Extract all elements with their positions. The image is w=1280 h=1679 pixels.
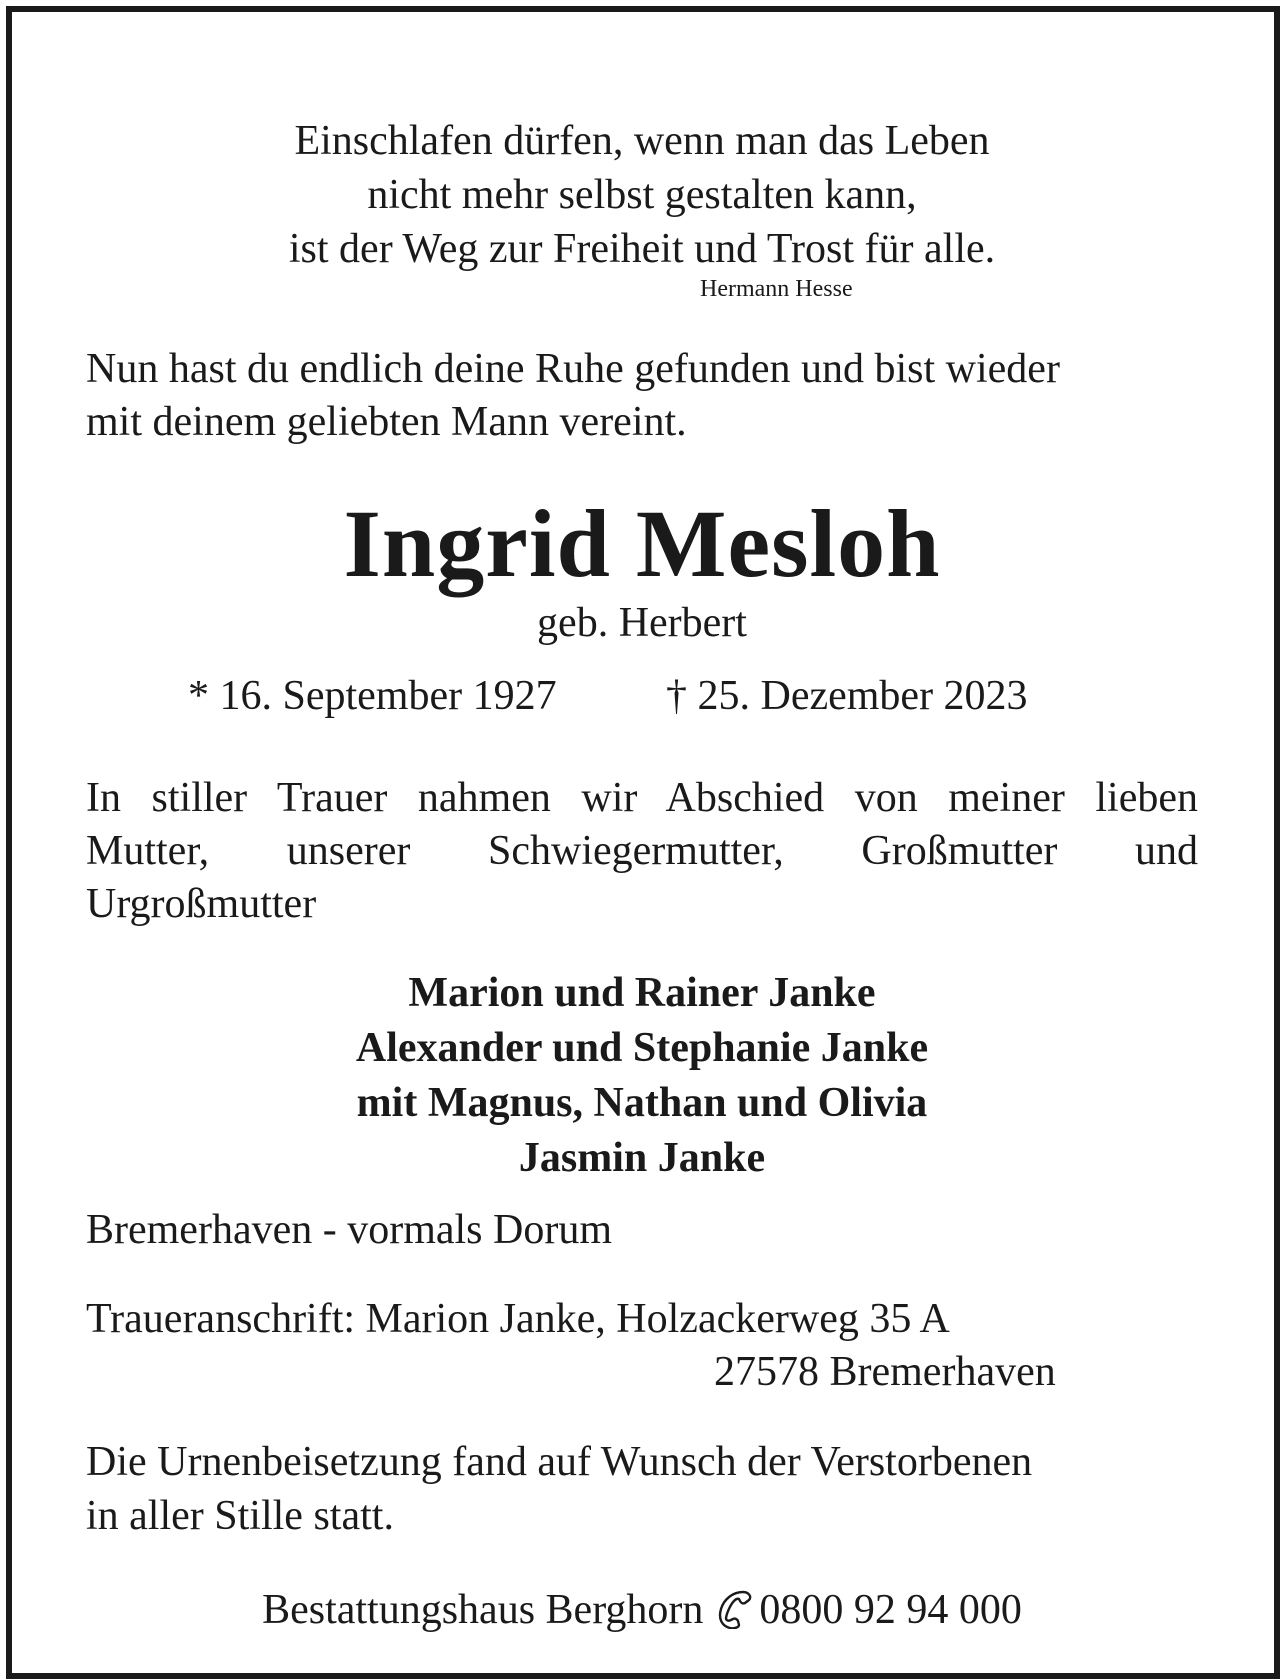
mourner-line: Jasmin Janke [518,1135,766,1181]
mourning-address-line-2: 27578 Bremerhaven [714,1349,1056,1395]
birth-date: * 16. September 1927 [188,673,557,719]
intro-line-2: mit deinem geliebten Mann vereint. [86,399,687,445]
mourning-line-1: In stiller Trauer nahmen wir Abschied von meiner lieben [86,775,1198,821]
maiden-name: geb. Herbert [537,600,747,646]
funeral-home-name: Bestattungshaus Berghorn [262,1587,704,1633]
intro-line-1: Nun hast du endlich deine Ruhe gefunden und bist wieder [86,346,1060,392]
place: Bremerhaven - vormals Dorum [86,1207,613,1253]
poem-author: Hermann Hesse [700,276,853,302]
poem-line-2: nicht mehr selbst gestalten kann, [367,172,917,218]
deceased-name: Ingrid Mesloh [343,490,941,597]
death-date: † 25. Dezember 2023 [666,673,1028,719]
mourner-line: Alexander und Stephanie Janke [355,1025,929,1071]
funeral-home-phone: 0800 92 94 000 [759,1587,1022,1633]
mourning-line-3: Urgroßmutter [86,881,317,927]
mourning-address-line-1: Traueranschrift: Marion Janke, Holzackerweg 35 A [86,1296,950,1342]
telephone-handset-icon [713,1589,753,1629]
mourning-line-2: Mutter, unserer Schwiegermutter, Großmutter und [86,828,1198,874]
funeral-home-line [86,1589,1198,1631]
burial-line-2: in aller Stille statt. [86,1493,394,1539]
mourner-line: Marion und Rainer Janke [408,970,876,1016]
mourner-line: mit Magnus, Nathan und Olivia [356,1080,928,1126]
poem-line-1: Einschlafen dürfen, wenn man das Leben [294,118,990,164]
burial-line-1: Die Urnenbeisetzung fand auf Wunsch der Verstorbenen [86,1439,1033,1485]
poem-line-3: ist der Weg zur Freiheit und Trost für alle. [288,226,996,272]
